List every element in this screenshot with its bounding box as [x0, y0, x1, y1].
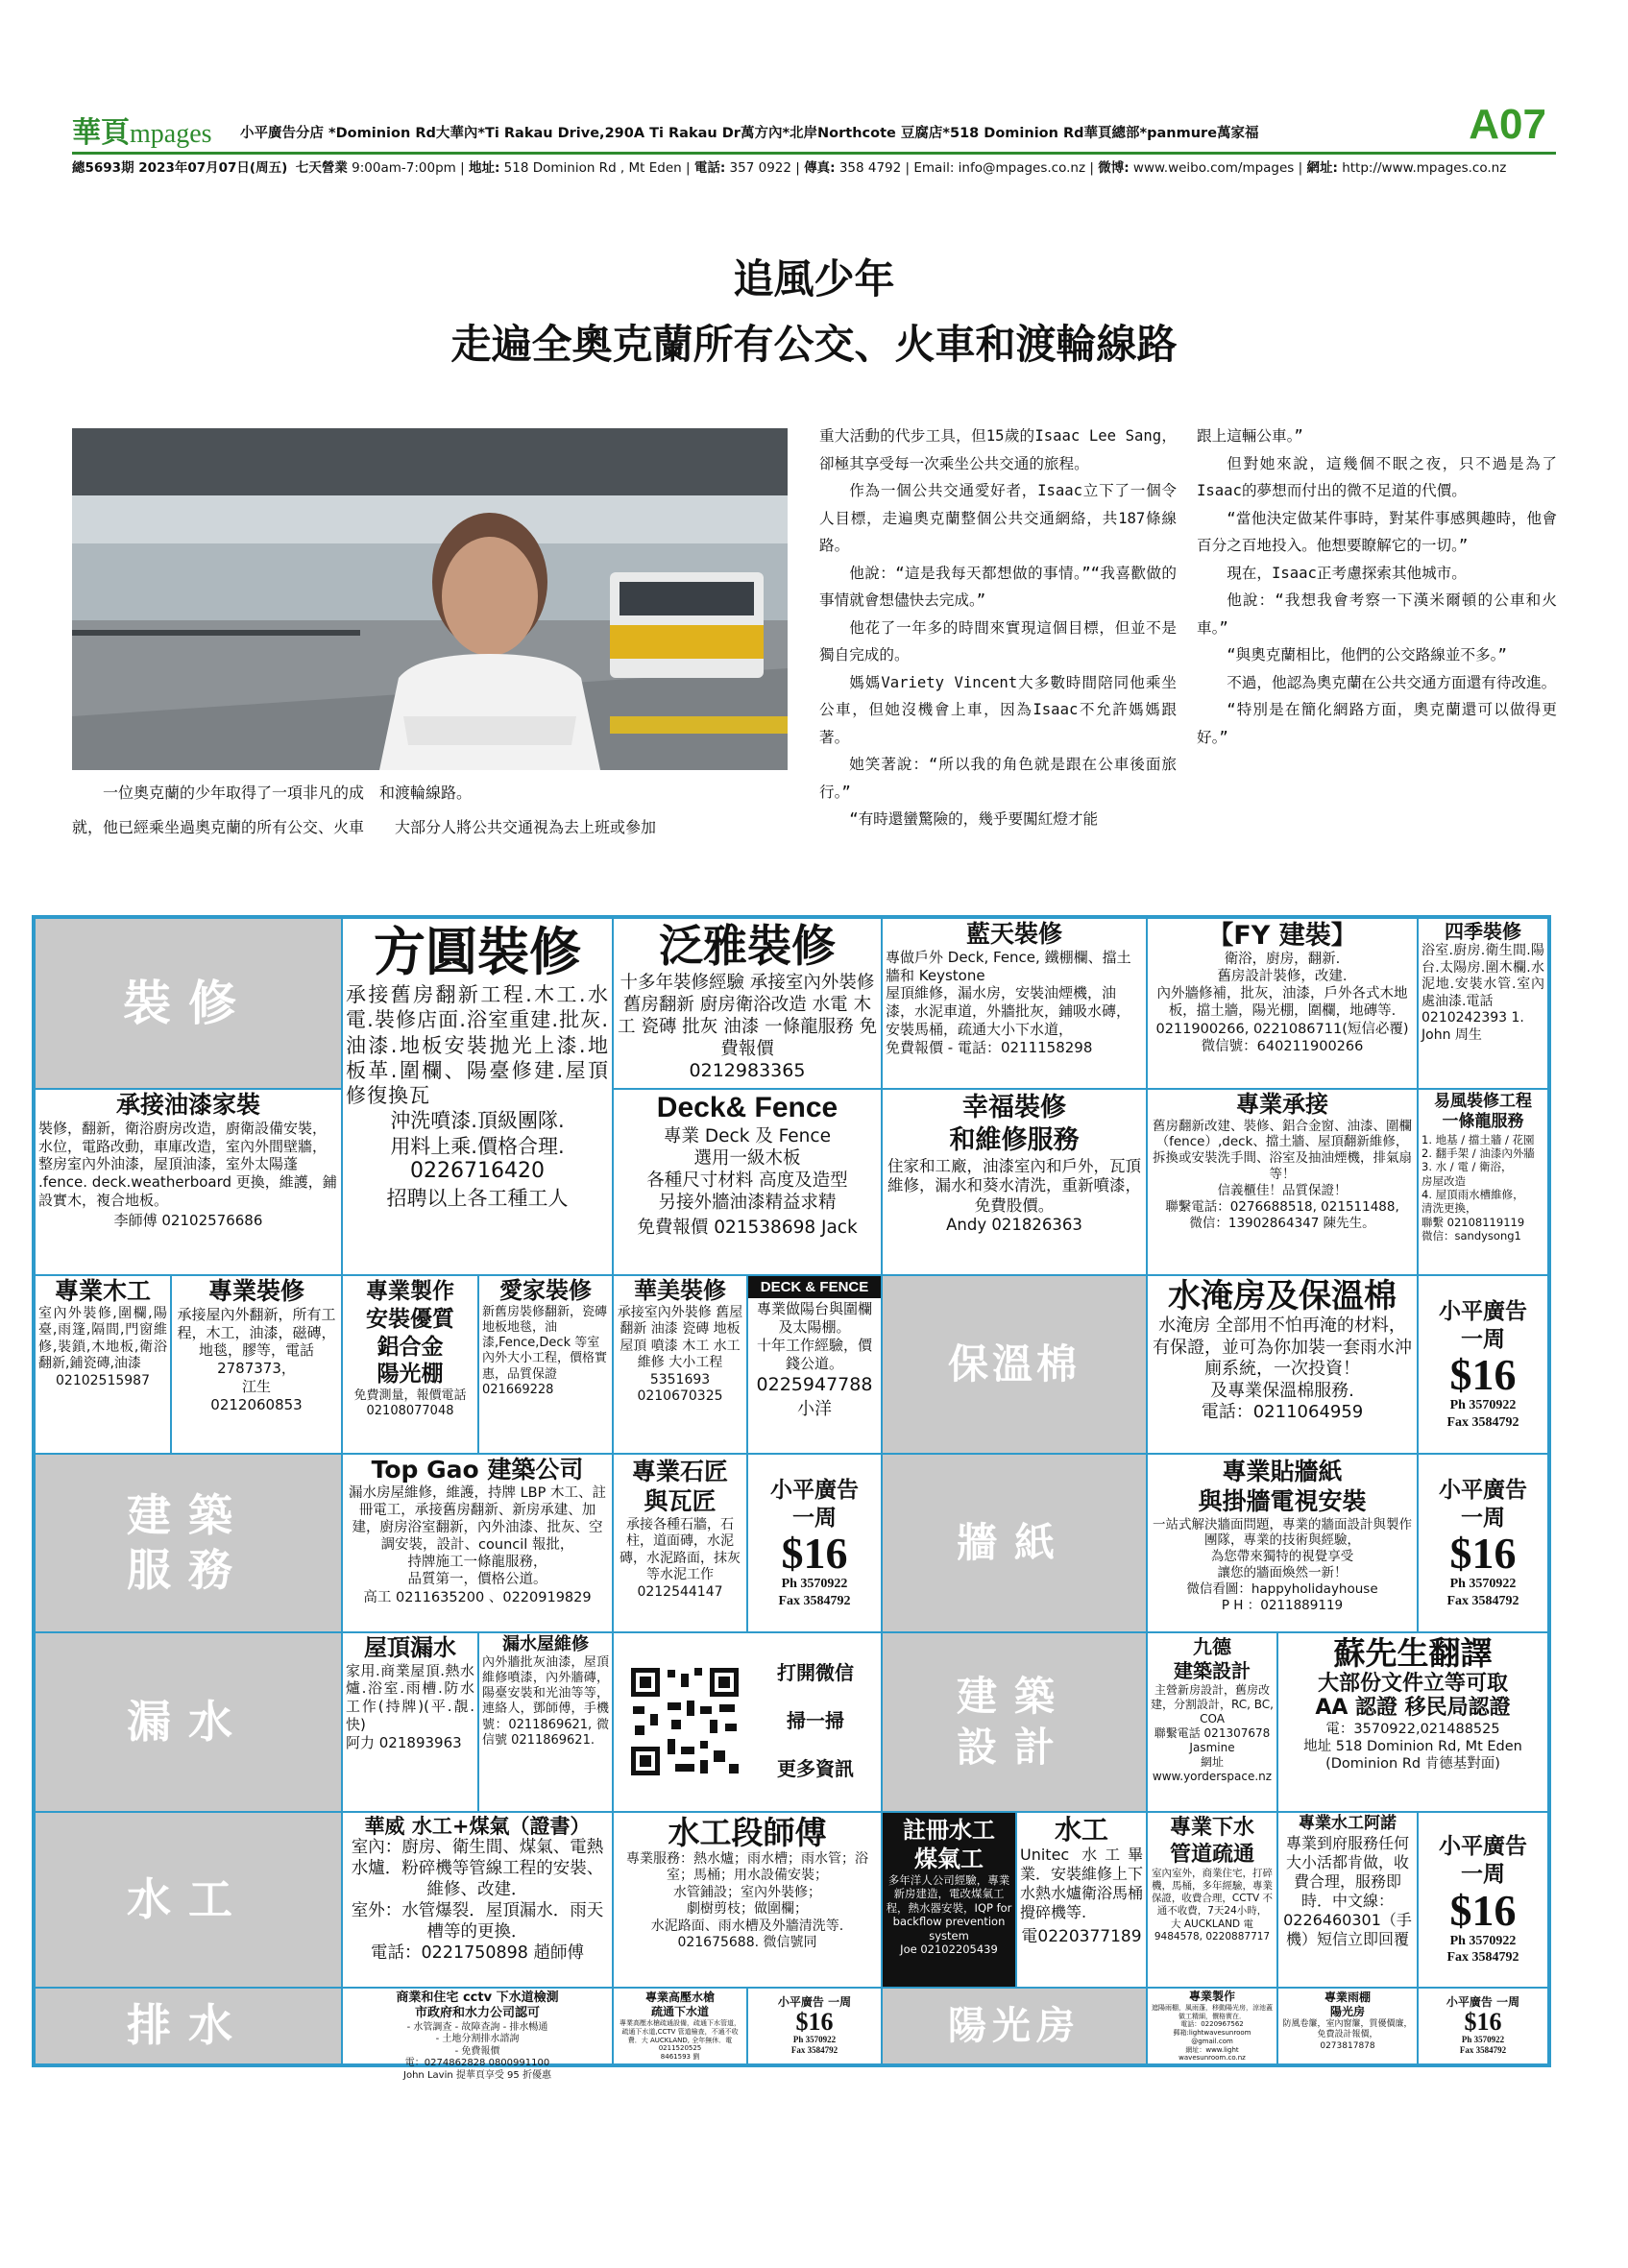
ad-xingfu: 幸福裝修 和維修服務 住家和工廠，油漆室內和戶外，瓦頂維修，漏水和葵水清洗，重新噴漆，免費股價。 Andy 021826363 — [882, 1089, 1147, 1275]
ad-fy-jianzhuang: 【FY 建裝】 衛浴，廚房，翻新. 舊房設計裝修，改建. 內外牆修補，批灰，油漆，戶外各式木地板，擋土牆，陽光棚，圍欄，地磚等. 0211900266, 0221086711(短信必覆) 微信號：640211900266 — [1147, 918, 1418, 1089]
ad-stone-mason: 專業石匠 與瓦匠 承接各種石牆，石柱，道面磚，水泥磚，水泥路面，抹灰等水泥工作 0212544147 — [613, 1454, 747, 1632]
ad-aijia: 愛家裝修 新舊房裝修翻新，瓷磚地板地毯，油漆,Fence,Deck 等室內外大小工程，價格實惠，品質保證 021669228 — [478, 1275, 613, 1454]
ad-small-4: 小平廣告 一周 $16 Ph 3570922 Fax 3584792 — [1418, 1812, 1548, 1988]
ad-high-pressure: 專業高壓水槍 疏通下水道 專業高壓水槍疏通設備，疏通下水管道，疏通下水道,CCTV 管道檢查，不通不收費．大 AUCKLAND, 全年無休．電 0211520525 8461593 劉 — [613, 1988, 747, 2064]
category-sunroom: 陽光房 — [882, 1988, 1147, 2064]
article-title: 追風少年 — [733, 255, 895, 302]
category-leak: 漏水 — [35, 1632, 342, 1812]
ad-zhuanye-chengjie: 專業承接 舊房翻新改建、裝修、鋁合金窗、油漆、圍欄（fence）,deck、擋土牆、屋頂翻新維修，拆換或安裝洗手間、浴室及抽油煙機，排氣扇等！ 信義櫃佳！品質保證！ 聯繫電話：0276688518, 021511488, 微信：13902864347 陳先生。 — [1147, 1089, 1418, 1275]
mpages-logo: 華頁mpages — [72, 116, 212, 150]
ad-shuiyan: 水淹房及保溫棉 水淹房 全部用不怕再淹的材料，有保證，並可為你加裝一套雨水沖廁系統，一次投資！ 及專業保溫棉服務. 電話：0211064959 — [1147, 1275, 1418, 1454]
branch-list: 小平廣告分店 *Dominion Rd大華內*Ti Rakau Drive,290A Ti Rakau Dr萬方內*北岸Northcote 豆腐店*518 Dominion Rd華頁總部*panmure萬家福 — [240, 126, 1259, 141]
ad-small-5: 小平廣告 一周 $16 Ph 3570922 Fax 3584792 — [747, 1988, 882, 2064]
ad-drain-unblock: 專業下水 管道疏通 室內室外，商業住宅，打碎機，馬桶，多年經驗，專業保證，收費合理，CCTV 不通不收費，7天24小時， 大 AUCKLAND 電 9484578, 0220887717 — [1147, 1812, 1277, 1988]
category-renovation: 裝修 — [35, 918, 342, 1089]
ad-fangyuan: 方圓裝修 承接舊房翻新工程.木工.水電.裝修店面.浴室重建.批灰.油漆.地板安裝拋光上漆.地板革.圍欄、陽臺修建.屋頂修復換瓦 沖洗噴漆.頂級團隊. 用料上乘.價格合理. 0226716420 招聘以上各工種工人 — [342, 918, 613, 1275]
ad-su-translation: 蘇先生翻譯 大部份文件立等可取 AA 認證 移民局認證 電：3570922,021488525 地址 518 Dominion Rd, Mt Eden (Dominion Rd 肯德基對面) — [1277, 1632, 1548, 1812]
category-plumbing: 水工 — [35, 1812, 342, 1988]
ad-jiude: 九德 建築設計 主營新房設計，舊房改建，分割設計，RC, BC, COA 聯繫電話 021307678 Jasmine 網址 www.yorderspace.nz — [1147, 1632, 1277, 1812]
header-divider — [72, 152, 1556, 155]
article-column-1: 重大活動的代步工具，但15歲的Isaac Lee Sang，卻極其享受每一次乘坐公共交通的旅程。 作為一個公共交通愛好者，Isaac立下了一個令人目標，走遍奧克蘭整個公共交通網絡，共187條線路。 他說：“這是我每天都想做的事情。”“我喜歡做的事情就會想儘快去完成。” 他花了一年多的時間來實現這個目標，但並不是獨自完成的。 媽媽Variety Vincent大多數時間陪同他乘坐公車，但她沒機會上車，因為Isaac不允許媽媽跟著。 她笑著說：“所以我的角色就是跟在公車後面旅行。” “有時還蠻驚險的，幾乎要闖紅燈才能 — [819, 427, 1177, 828]
ad-duan-plumber: 水工段師傅 專業服務：熱水爐；雨水槽；雨水管；浴室；馬桶；用水設備安裝； 水管鋪設；室內外裝修； 劇樹剪枝；做圍欄； 水泥路面、雨水槽及外牆清洗等. 021675688. 微信號同 — [613, 1812, 882, 1988]
qr-code-icon — [627, 1664, 742, 1779]
ad-yifeng: 易風裝修工程 一條龍服務 1. 地基 / 擋土牆 / 花園 2. 翻手架 / 油漆內外牆 3. 水 / 電 / 衛浴， 房屋改造 4. 屋頂雨水槽維修， 清洗更換， 聯繫 02108119119 微信：sandysong1 — [1418, 1089, 1548, 1275]
page-number: A07 — [1469, 101, 1546, 148]
ad-huawei-plumbing: 華威 水工+煤氣（證書） 室內：廚房、衛生間、煤氣、電熱水爐．粉碎機等管線工程的安裝、維修、改建． 室外：水管爆裂．屋頂漏水．雨天槽等的更換． 電話：0221750898 趙師傅 — [342, 1812, 613, 1988]
ad-youqi-jiazhuang: 承接油漆家裝 裝修，翻新，衛浴廚房改造，廚衛設備安裝，水位，電路改動，車庫改造，室內外間壁牆，整房室內外油漆，屋頂油漆，室外太陽蓬 .fence. deck.weatherboard 更換，維護，鋪設實木，複合地板。 李師傅 02102576686 — [35, 1089, 342, 1275]
ad-fanya: 泛雅裝修 十多年裝修經驗 承接室內外裝修 舊房翻新 廚房衛浴改造 水電 木工 瓷磚 批灰 油漆 一條龍服務 免費報價 0212983365 — [613, 918, 882, 1089]
category-architecture: 建築 設計 — [882, 1632, 1147, 1812]
category-wallpaper: 牆紙 — [882, 1454, 1147, 1632]
ad-wechat: 打開微信 掃一掃 更多資訊 — [613, 1632, 882, 1812]
ad-small-1: 小平廣告 一周 $16 Ph 3570922 Fax 3584792 — [1418, 1275, 1548, 1454]
article-photo — [72, 428, 788, 770]
ad-wallpaper-tv: 專業貼牆紙 與掛牆電視安裝 一站式解決牆面問題，專業的牆面設計與製作團隊，專業的技術與經驗， 為您帶來獨特的視覺享受 讓您的牆面煥然一新！ 微信看圖：happyholidayhouse P H ：0211889119 — [1147, 1454, 1418, 1632]
photo-illustration — [72, 428, 788, 770]
ad-rain-canopy: 專業雨棚 陽光房 防風卷簾，室內窗簾，質優價廉，免費設計報價， 0273817878 — [1277, 1988, 1418, 2064]
ad-shuigong: 水工 Unitec 水工畢業．安裝維修上下水熱水爐衛浴馬桶攪碎機等. 電0220377189 — [1016, 1812, 1147, 1988]
category-insulation: 保溫棉 — [882, 1275, 1147, 1454]
ad-small-6: 小平廣告 一周 $16 Ph 3570922 Fax 3584792 — [1418, 1988, 1548, 2064]
ad-zhuanye-zhuangxiu: 專業裝修 承接屋內外翻新，所有工程，木工，油漆，磁磚，地毯，膠等，電話 2787373， 江生 0212060853 — [171, 1275, 342, 1454]
ad-cctv-drain: 商業和住宅 cctv 下水道檢測 市政府和水力公司認可 - 水管調查 - 故障查詢 - 排水暢通 - 土地分割排水諮詢 - 免費報價 電：0274862828 0800991100 John Lavin 提華頁享受 95 折優惠 — [342, 1988, 613, 2064]
classified-ads — [32, 915, 1551, 2081]
article-column-2: 跟上這輛公車。” 但對她來說，這幾個不眠之夜，只不過是為了Isaac的夢想而付出的微不足道的代價。 “當他決定做某件事時，對某件事感興趣時，他會百分之百地投入。他想要瞭解它的一切。” 現在，Isaac正考慮探索其他城市。 他說：“我想我會考察一下漢米爾頓的公車和火車。” “與奧克蘭相比，他們的公交路線並不多。” 不過，他認為奧克蘭在公共交通方面還有待改進。 “特別是在簡化網路方面，奧克蘭還可以做得更好。” — [1197, 427, 1557, 746]
ad-roof-leak: 屋頂漏水 家用.商業屋頂.熱水爐.浴室.雨槽.防水工作(持牌)(平.靚.快) 阿力 021893963 — [342, 1632, 478, 1812]
ad-huamei: 華美裝修 承接室內外裝修 舊屋翻新 油漆 瓷磚 地板 屋頂 噴漆 木工 水工 維修 大小工程 5351693 0210670325 — [613, 1275, 747, 1454]
ad-zhuanye-zhizuo: 專業製作 遮陽雨棚，風雨蓬，移動陽光房，涼池蓋 做工精細，價格實在． 電話：0220967562 郵箱:lightwavesunroom @gmail.com 網址：www.light wavesunroom.co.nz — [1147, 1988, 1277, 2064]
ad-top-gao: Top Gao 建築公司 漏水房屋維修，維護，持牌 LBP 木工、註冊電工，承接舊房翻新、新房承建、加建，廚房浴室翻新，內外油漆、批灰、空調安裝，設計、council 報批， 持牌施工一條龍服務， 品質第一，價格公道。 高工 0211635200 、0220919829 — [342, 1454, 613, 1632]
ad-registered-plumber: 註冊水工 煤氣工 多年洋人公司經驗，專業新房建造，電改煤氣工程，熱水器安裝，IQP for backflow prevention system Joe 02102205439 — [882, 1812, 1016, 1988]
category-building-services: 建築 服務 — [35, 1454, 342, 1632]
ad-siji: 四季裝修 浴室.廚房.衛生間.陽台.太陽房.圍木欄.水泥地.安裝水管.室內處油漆.電話 0210242393 1. John 周生 — [1418, 918, 1548, 1089]
ad-deck-fence-2: DECK & FENCE 專業做陽台與圍欄及太陽棚。 十年工作經驗，價錢公道。 0225947788 小洋 — [747, 1275, 882, 1454]
ad-deck-fence: Deck& Fence 專業 Deck 及 Fence 選用一級木板 各種尺寸材料 高度及造型 另接外牆油漆精益求精 免費報價 021538698 Jack — [613, 1089, 882, 1275]
ad-lantian: 藍天裝修 專做戶外 Deck, Fence, 鐵棚欄、擋土牆和 Keystone 屋頂維修，漏水房，安裝油煙機，油漆，水泥車道，外牆批灰，鋪吸水磚，安裝馬桶，疏通大小下水道， 免費報價 - 電話：0211158298 — [882, 918, 1147, 1089]
ad-small-2: 小平廣告 一周 $16 Ph 3570922 Fax 3584792 — [747, 1454, 882, 1632]
ad-zhuanye-mugong: 專業木工 室內外裝修,圍欄,陽臺,雨篷,隔間,門窗維修,裝鎖,木地板,衛浴翻新,鋪瓷磚,油漆 02102515987 — [35, 1275, 171, 1454]
category-drainage: 排水 — [35, 1988, 342, 2064]
contact-info-line: 總5693期 2023年07月07日(周五) 七天營業 9:00am-7:00pm | 地址: 518 Dominion Rd , Mt Eden | 電話: 357 0922 | 傳真: 358 4792 | Email: info@mpages.co.nz | 微博: www.weibo.com/mpages | 網址: http://www.mpages.co.nz — [72, 160, 1507, 176]
ad-plumber-arnold: 專業水工阿諾 專業到府服務任何大小活都肯做，收費合理，服務即時．中文線：0226460301（手機）短信立即回覆 — [1277, 1812, 1418, 1988]
article-subtitle: 走遍全奧克蘭所有公交、火車和渡輪線路 — [450, 321, 1178, 368]
ad-aluminium-sunroom: 專業製作 安裝優質 鋁合金 陽光棚 免費測量，報價電話 02108077048 — [342, 1275, 478, 1454]
ad-leak-repair: 漏水屋維修 內外牆批灰油漆，屋頂維修噴漆，內外牆磚，陽臺安裝和光油等等，連絡人，鄧師傅，手機號：0211869621, 微信號 0211869621. — [478, 1632, 613, 1812]
ad-small-3: 小平廣告 一周 $16 Ph 3570922 Fax 3584792 — [1418, 1454, 1548, 1632]
photo-caption: 一位奧克蘭的少年取得了一項非凡的成 和渡輪線路。 就，他已經乘坐過奧克蘭的所有公交、火車 大部分人將公共交通視為去上班或參加 — [72, 784, 657, 836]
page-header — [72, 101, 1556, 178]
